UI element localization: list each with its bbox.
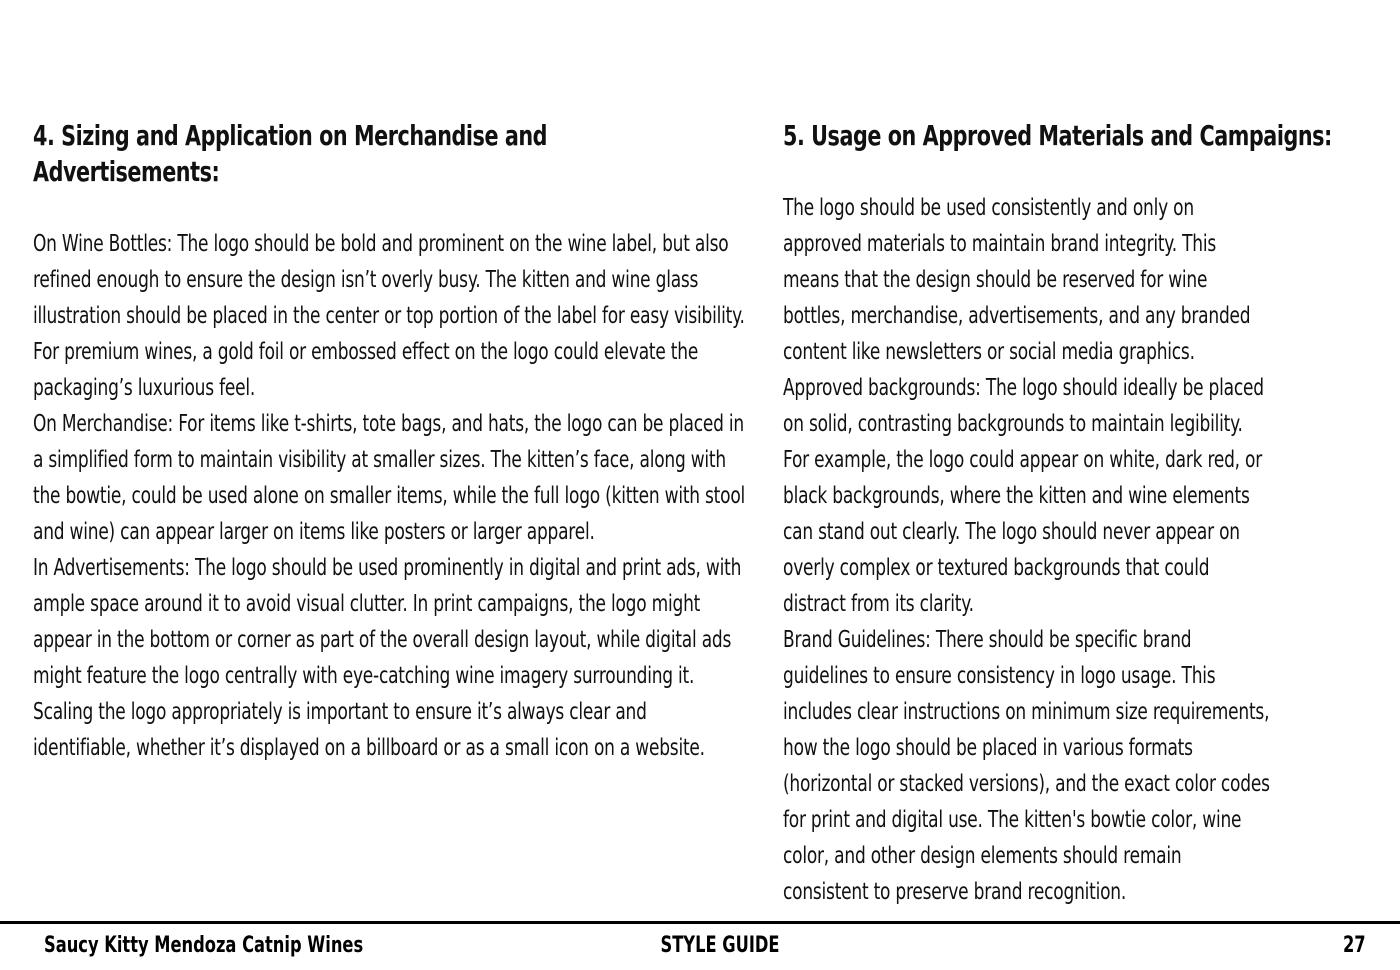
section-sizing-application	[33, 118, 749, 766]
footer-document-title: STYLE GUIDE	[660, 933, 780, 958]
section-heading-line-1: 4. Sizing and Application on Merchandise and	[33, 119, 548, 152]
paragraph-brand-guidelines: Brand Guidelines: There should be specific brand guidelines to ensure consistency in logo usage. This includes clear instructions on minimum size requirements, how the logo should be placed in various formats (horizontal or stacked versions), and the exact color codes for print and digital use. The kitten's bowtie color, wine color, and other design elements should remain consistent to preserve brand recognition.	[783, 627, 1270, 905]
paragraph-consistent-usage: The logo should be used consistently and only on approved materials to maintain brand integrity. This means that the design should be reserved for wine bottles, merchandise, advertisements, and any branded content like newsletters or social media graphics.	[783, 195, 1251, 365]
paragraph-wine-bottles: On Wine Bottles: The logo should be bold and prominent on the wine label, but also refined enough to ensure the design isn’t overly busy. The kitten and wine glass illustration should be placed in the center or top portion of the label for easy visibility. For premium wines, a gold foil or embossed effect on the logo could elevate the packaging’s luxurious feel.	[33, 231, 745, 401]
footer-divider	[0, 921, 1400, 924]
section-approved-materials	[783, 118, 1383, 910]
paragraph-advertisements: In Advertisements: The logo should be used prominently in digital and print ads, with ample space around it to avoid visual clutter. In print campaigns, the logo might appear in the bottom or corner as part of the overall design layout, while digital ads might feature the logo centrally with eye-catching wine imagery surrounding it. Scaling the logo appropriately is important to ensure it’s always clear and identifiable, whether it’s displayed on a billboard or as a small icon on a website.	[33, 555, 742, 761]
section-heading	[33, 118, 748, 190]
page-number: 27	[1343, 933, 1366, 958]
paragraph-merchandise: On Merchandise: For items like t-shirts, tote bags, and hats, the logo can be placed in a simplified form to maintain visibility at smaller sizes. The kitten’s face, along with the bowtie, could be used alone on smaller items, while the full logo (kitten with stool and wine) can appear larger on items like posters or larger apparel.	[33, 411, 746, 545]
section-heading: 5. Usage on Approved Materials and Campaigns:	[783, 119, 1332, 152]
footer-brand-name: Saucy Kitty Mendoza Catnip Wines	[44, 933, 364, 958]
paragraph-approved-backgrounds: Approved backgrounds: The logo should ideally be placed on solid, contrasting backgrounds to maintain legibility. For example, the logo could appear on white, dark red, or black backgrounds, where the kitten and wine elements can stand out clearly. The logo should never appear on overly complex or textured backgrounds that could distract from its clarity.	[783, 375, 1264, 617]
section-heading-line-2: Advertisements:	[33, 155, 220, 188]
